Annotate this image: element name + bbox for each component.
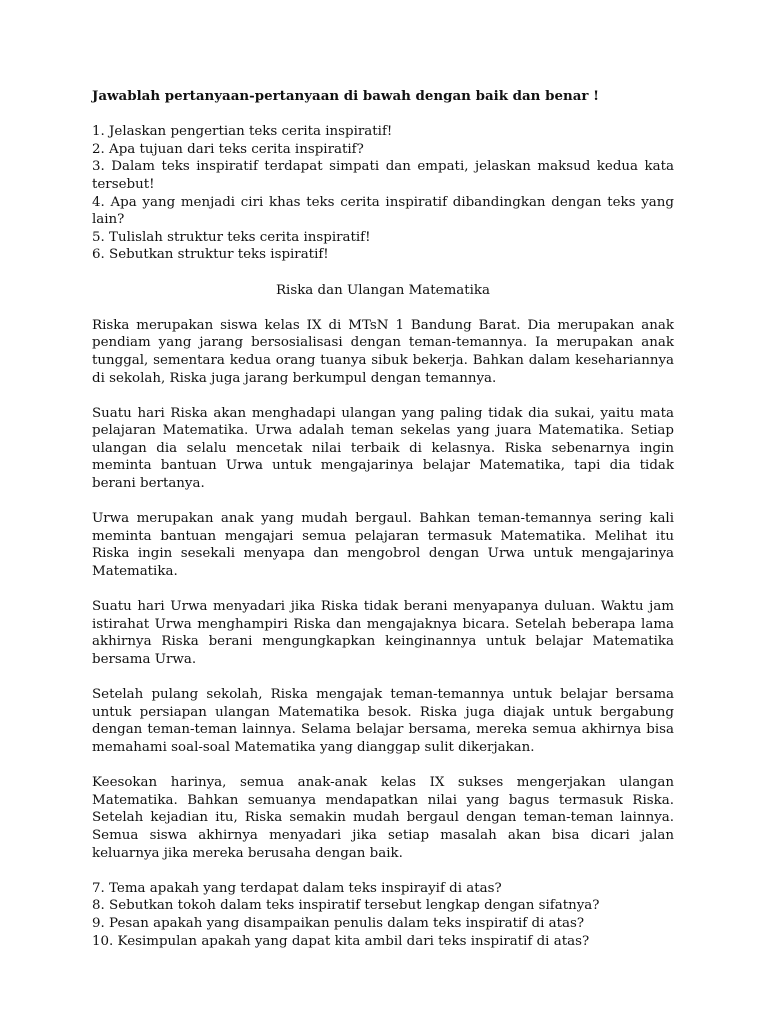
document-page xyxy=(92,88,674,950)
question-item: 3. Dalam teks inspiratif terdapat simpati dan empati, jelaskan maksud kedua kata tersebut! xyxy=(92,159,674,192)
question-item: 6. Sebutkan struktur teks ispiratif! xyxy=(92,247,329,263)
question-item: 1. Jelaskan pengertian teks cerita inspiratif! xyxy=(92,124,393,140)
question-list-first xyxy=(92,123,674,264)
question-item: 5. Tulislah struktur teks cerita inspiratif! xyxy=(92,229,371,245)
question-item: 8. Sebutkan tokoh dalam teks inspiratif tersebut lengkap dengan sifatnya? xyxy=(92,898,600,914)
question-item: 9. Pesan apakah yang disampaikan penulis dalam teks inspiratif di atas? xyxy=(92,915,585,931)
question-item: 7. Tema apakah yang terdapat dalam teks inspirayif di atas? xyxy=(92,880,502,896)
story-title: Riska dan Ulangan Matematika xyxy=(275,282,491,298)
story-paragraph: Riska merupakan siswa kelas IX di MTsN 1 Bandung Barat. Dia merupakan anak pendiam yang jarang bersosialisasi dengan teman-temannya. Ia merupakan anak tunggal, sementara kedua orang tuanya sibuk bekerja. Bahkan dalam kesehariannya di sekolah, Riska juga jarang berkumpul dengan temannya. xyxy=(92,317,674,386)
story-paragraph: Suatu hari Urwa menyadari jika Riska tidak berani menyapanya duluan. Waktu jam istirahat Urwa menghampiri Riska dan mengajaknya bicara. Setelah beberapa lama akhirnya Riska berani mengungkapkan keinginannya untuk belajar Matematika bersama Urwa. xyxy=(92,599,674,667)
story-paragraph: Keesokan harinya, semua anak-anak kelas IX sukses mengerjakan ulangan Matematika. Bahkan semuanya mendapatkan nilai yang bagus termasuk Riska. Setelah kejadian itu, Riska semakin mudah bergaul dengan teman-teman lainnya. Semua siswa akhirnya menyadari jika setiap masalah akan bisa dicari jalan keluarnya jika mereka berusaha dengan baik. xyxy=(92,775,674,861)
question-item: 4. Apa yang menjadi ciri khas teks cerita inspiratif dibandingkan dengan teks yang lain? xyxy=(92,194,674,228)
question-item: 2. Apa tujuan dari teks cerita inspiratif? xyxy=(92,141,364,157)
story-paragraph: Setelah pulang sekolah, Riska mengajak teman-temannya untuk belajar bersama untuk persiapan ulangan Matematika besok. Riska juga diajak untuk bergabung dengan teman-teman lainnya. Selama belajar bersama, mereka semua akhirnya bisa memahami soal-soal Matematika yang dianggap sulit dikerjakan. xyxy=(92,687,674,755)
story-paragraph: Suatu hari Riska akan menghadapi ulangan yang paling tidak dia sukai, yaitu mata pelajaran Matematika. Urwa adalah teman sekelas yang juara Matematika. Setiap ulangan dia selalu mencetak nilai terbaik di kelasnya. Riska sebenarnya ingin meminta bantuan Urwa untuk mengajarinya belajar Matematika, tapi dia tidak berani bertanya. xyxy=(92,405,674,492)
question-list-second xyxy=(92,880,674,950)
story-paragraph: Urwa merupakan anak yang mudah bergaul. Bahkan teman-temannya sering kali meminta bantuan mengajari semua pelajaran termasuk Matematika. Melihat itu Riska ingin sesekali menyapa dan mengobrol dengan Urwa untuk mengajarinya Matematika. xyxy=(92,511,674,580)
instruction-heading: Jawablah pertanyaan-pertanyaan di bawah dengan baik dan benar ! xyxy=(92,88,599,104)
question-item: 10. Kesimpulan apakah yang dapat kita ambil dari teks inspiratif di atas? xyxy=(92,933,590,949)
